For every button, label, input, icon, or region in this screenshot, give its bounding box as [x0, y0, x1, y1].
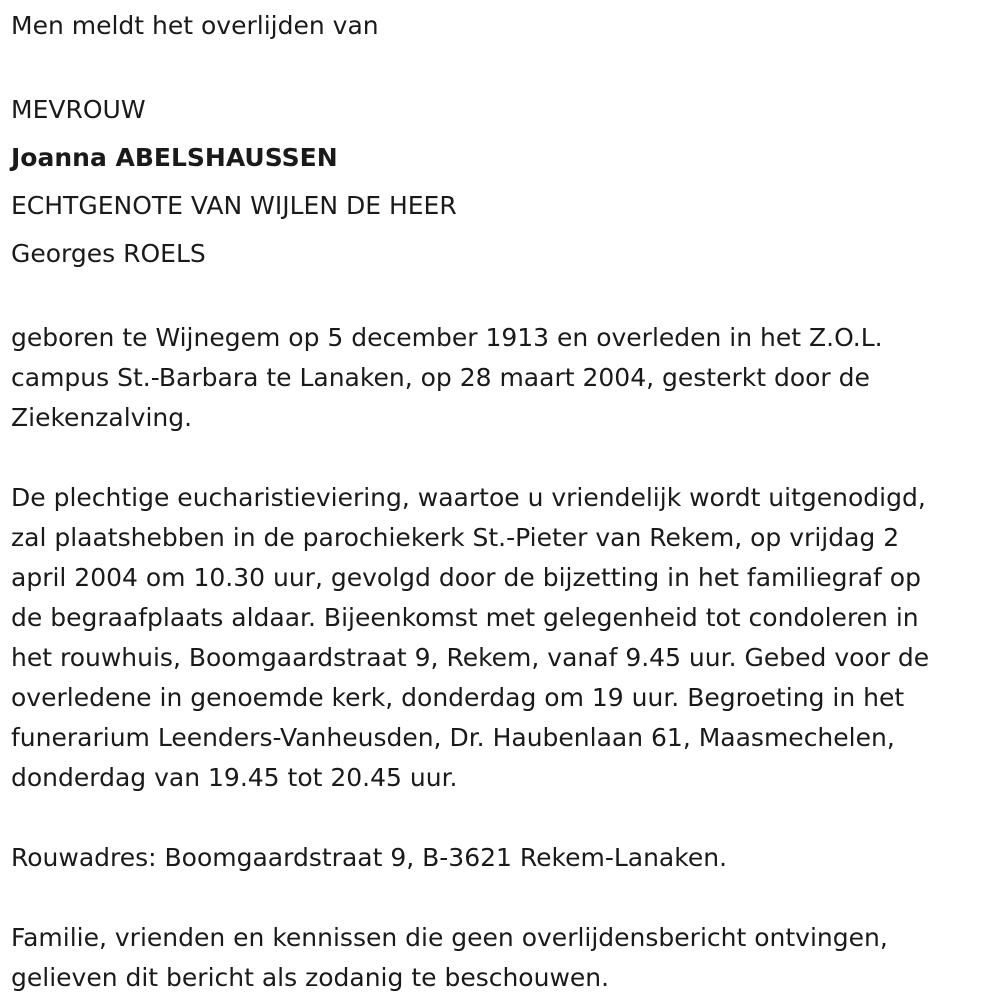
deceased-name: Joanna ABELSHAUSSEN	[11, 143, 338, 172]
birth-death-line: geboren te Wijnegem op 5 december 1913 en overleden in het Z.O.L.	[11, 323, 883, 352]
ceremony-line: de begraafplaats aldaar. Bijeenkomst met gelegenheid tot condoleren in	[11, 603, 919, 632]
title-prefix: MEVROUW	[11, 95, 146, 124]
birth-death-paragraph	[11, 318, 1000, 438]
ceremony-line: De plechtige eucharistieviering, waartoe u vriendelijk wordt uitgenodigd,	[11, 483, 926, 512]
ceremony-line: zal plaatshebben in de parochiekerk St.-Pieter van Rekem, op vrijdag 2	[11, 523, 900, 552]
mourning-address: Rouwadres: Boomgaardstraat 9, B-3621 Rekem-Lanaken.	[11, 843, 728, 872]
ceremony-line: donderdag van 19.45 tot 20.45 uur.	[11, 763, 458, 792]
ceremony-paragraph	[11, 478, 1000, 798]
birth-death-line: Ziekenzalving.	[11, 403, 193, 432]
closing-paragraph	[11, 918, 1000, 998]
ceremony-line: funerarium Leenders-Vanheusden, Dr. Haubenlaan 61, Maasmechelen,	[11, 723, 895, 752]
ceremony-line: april 2004 om 10.30 uur, gevolgd door de bijzetting in het familiegraf op	[11, 563, 921, 592]
birth-death-line: campus St.-Barbara te Lanaken, op 28 maart 2004, gesterkt door de	[11, 363, 870, 392]
deceased-header	[11, 86, 1000, 278]
intro-line: Men meldt het overlijden van	[11, 11, 379, 40]
ceremony-line: het rouwhuis, Boomgaardstraat 9, Rekem, vanaf 9.45 uur. Gebed voor de	[11, 643, 930, 672]
relation-line: ECHTGENOTE VAN WIJLEN DE HEER	[11, 191, 457, 220]
closing-line: gelieven dit bericht als zodanig te beschouwen.	[11, 963, 610, 992]
ceremony-line: overledene in genoemde kerk, donderdag om 19 uur. Begroeting in het	[11, 683, 905, 712]
closing-line: Familie, vrienden en kennissen die geen overlijdensbericht ontvingen,	[11, 923, 888, 952]
spouse-name: Georges ROELS	[11, 239, 206, 268]
